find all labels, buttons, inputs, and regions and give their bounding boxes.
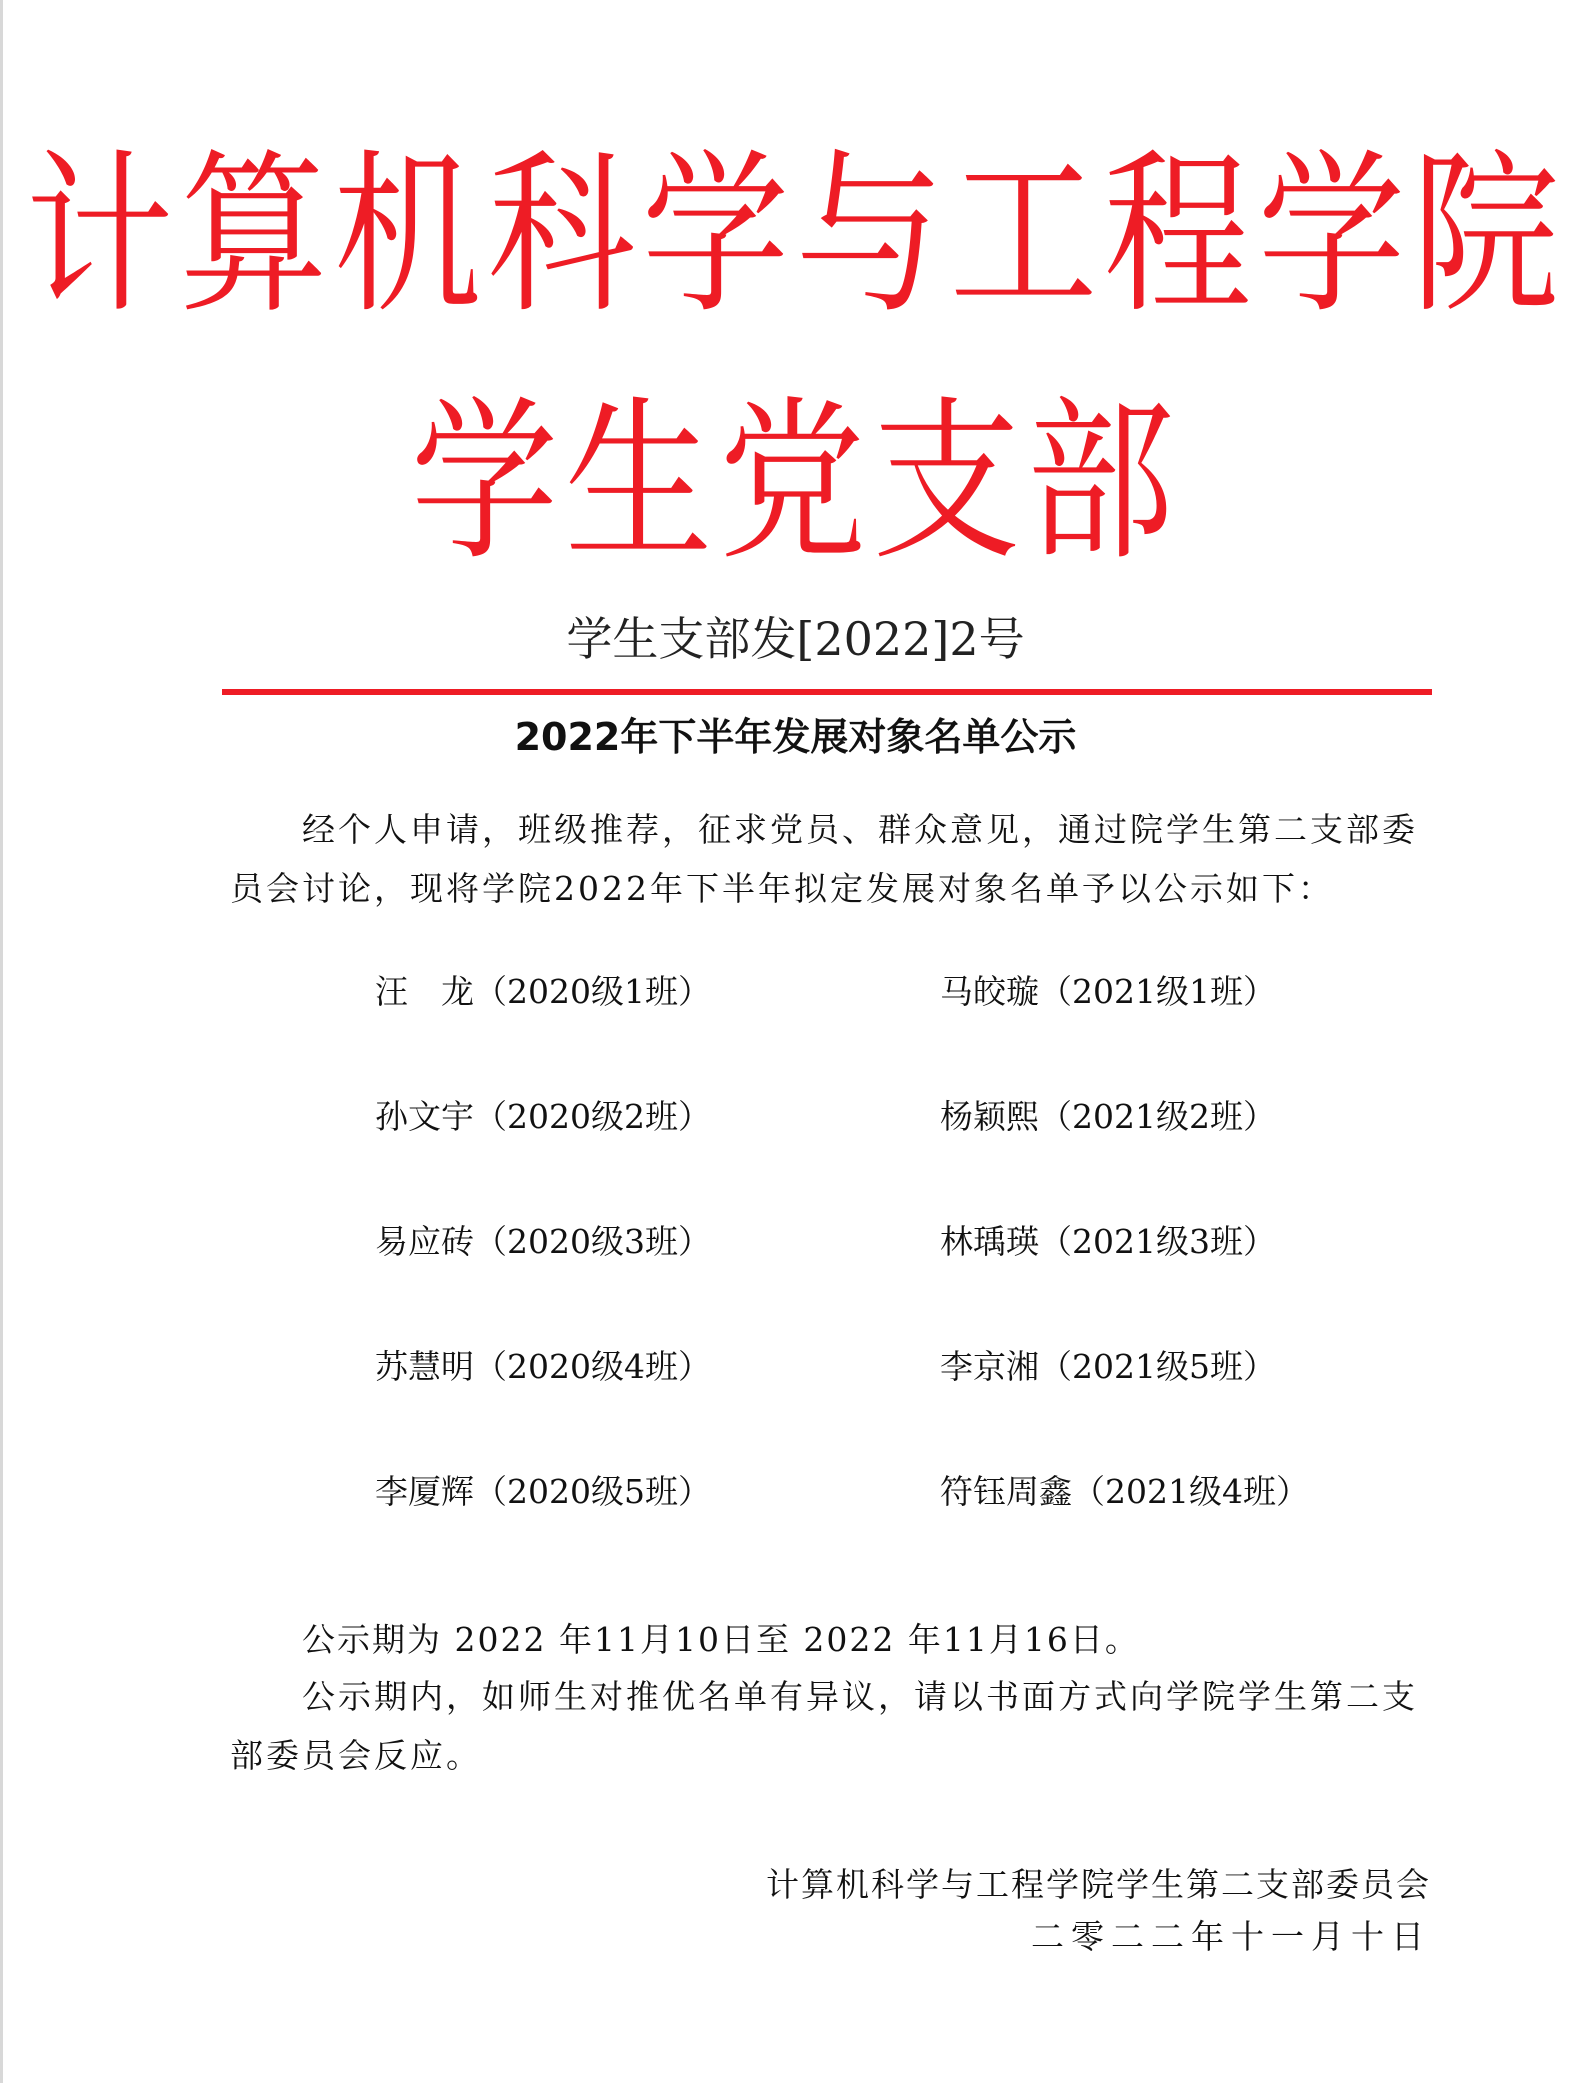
intro-paragraph: 经个人申请，班级推荐，征求党员、群众意见，通过院学生第二支部委员会讨论，现将学院2022年下半年拟定发展对象名单予以公示如下： <box>230 810 1418 908</box>
document-number: 学生支部发[2022]2号 <box>566 612 1025 666</box>
nominee-class: （2021级1班） <box>1039 972 1276 1011</box>
nominee-item <box>940 972 1276 1011</box>
nominee-item <box>375 972 711 1011</box>
nominee-class: （2020级1班） <box>474 972 711 1011</box>
objection-paragraph: 公示期内，如师生对推优名单有异议，请以书面方式向学院学生第二支部委员会反应。 <box>230 1677 1418 1775</box>
notice-title: 2022年下半年发展对象名单公示 <box>514 715 1077 759</box>
red-divider-rule <box>222 689 1432 695</box>
nominee-name: 汪 龙 <box>375 972 474 1011</box>
nominee-class: （2020级5班） <box>474 1472 711 1511</box>
nominee-name: 杨颖熙 <box>940 1097 1039 1136</box>
nominee-name: 李京湘 <box>940 1347 1039 1386</box>
nominee-name: 符钰周鑫 <box>940 1472 1072 1511</box>
nominee-class: （2021级5班） <box>1039 1347 1276 1386</box>
nominee-item <box>375 1347 711 1386</box>
signature-date: 二零二二年十一月十日 <box>1031 1917 1431 1956</box>
nominee-item <box>375 1222 711 1261</box>
nominee-name: 林瑀瑛 <box>940 1222 1039 1261</box>
publicity-period: 公示期为 2022 年11月10日至 2022 年11月16日。 <box>302 1620 1140 1659</box>
nominee-item <box>940 1472 1309 1511</box>
nominee-list <box>375 972 1375 1535</box>
nominee-item <box>375 1097 711 1136</box>
nominee-name: 孙文宇 <box>375 1097 474 1136</box>
nominee-name: 李厦辉 <box>375 1472 474 1511</box>
signature-organization: 计算机科学与工程学院学生第二支部委员会 <box>766 1865 1431 1904</box>
nominee-class: （2021级2班） <box>1039 1097 1276 1136</box>
nominee-item <box>940 1222 1276 1261</box>
nominee-name: 苏慧明 <box>375 1347 474 1386</box>
nominee-item <box>940 1097 1276 1136</box>
letterhead-college: 计算机科学与工程学院 <box>25 133 1566 337</box>
nominee-class: （2021级4班） <box>1072 1472 1309 1511</box>
nominee-class: （2021级3班） <box>1039 1222 1276 1261</box>
nominee-item <box>940 1347 1276 1386</box>
nominee-class: （2020级3班） <box>474 1222 711 1261</box>
nominee-class: （2020级2班） <box>474 1097 711 1136</box>
nominee-item <box>375 1472 711 1511</box>
nominee-name: 易应砖 <box>375 1222 474 1261</box>
nominee-name: 马皎璇 <box>940 972 1039 1011</box>
letterhead-branch: 学生党支部 <box>410 380 1181 584</box>
nominee-class: （2020级4班） <box>474 1347 711 1386</box>
